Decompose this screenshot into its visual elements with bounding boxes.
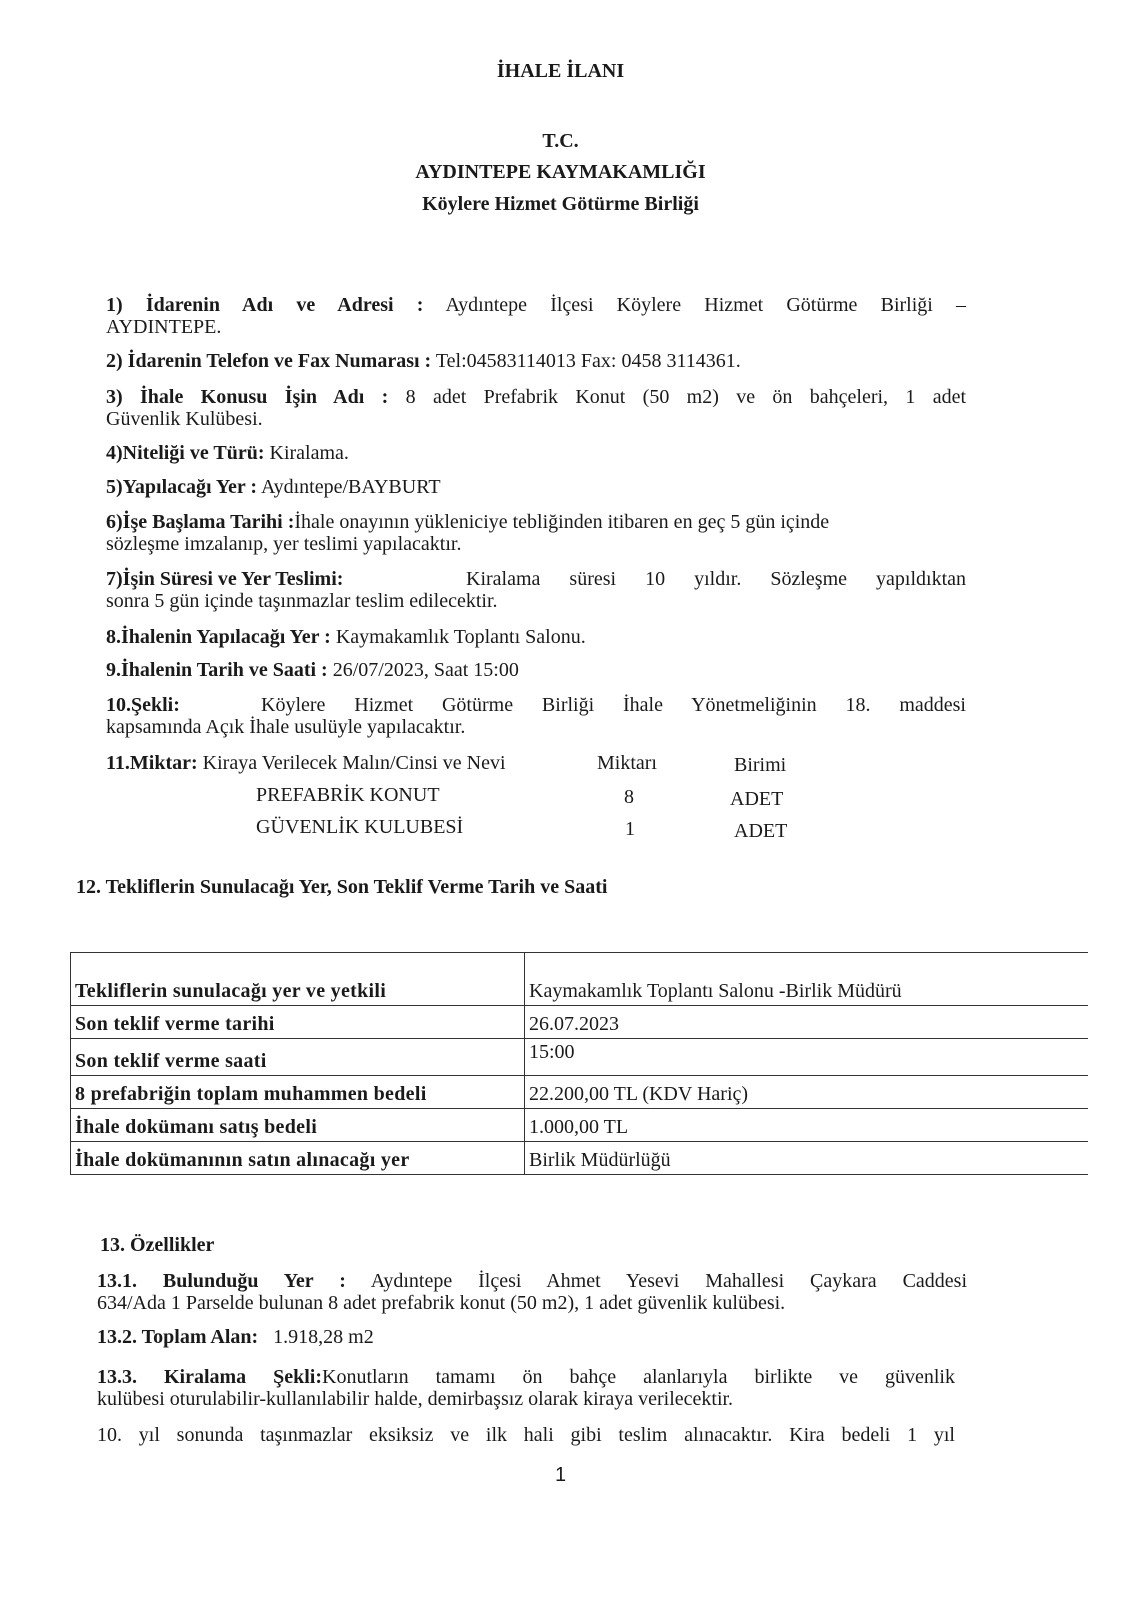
section-13-title: 13. Özellikler: [100, 1234, 215, 1256]
item-9-label: 9.İhalenin Tarih ve Saati :: [106, 659, 328, 681]
item-4-label: 4)Niteliği ve Türü:: [106, 442, 265, 464]
item-5-text: Aydıntepe/BAYBURT: [261, 476, 441, 498]
rental-unit: ADET: [730, 788, 784, 810]
item-13-2-text: 1.918,28 m2: [273, 1326, 374, 1348]
table-row: [71, 1039, 1089, 1076]
item-13-1-text-cont: 634/Ada 1 Parselde bulunan 8 adet prefabrik konut (50 m2), 1 adet güvenlik kulübesi.: [97, 1292, 786, 1314]
table-row: [71, 1006, 1089, 1039]
item-10-text-cont: kapsamında Açık İhale usulüyle yapılacaktır.: [106, 716, 466, 738]
item-1-text-cont: AYDINTEPE.: [106, 316, 222, 338]
item-13-3: [97, 1366, 955, 1410]
table-key: Son teklif verme tarihi: [71, 1006, 525, 1039]
item-13-1-label: 13.1. Bulunduğu Yer :: [97, 1270, 346, 1292]
qty-column-header: Miktarı: [597, 752, 657, 774]
rental-name: PREFABRİK KONUT: [256, 784, 440, 806]
item-11: [106, 752, 966, 774]
page-number: 1: [554, 1464, 567, 1486]
item-7-label: 7)İşin Süresi ve Yer Teslimi:: [106, 568, 344, 590]
rental-name: GÜVENLİK KULUBESİ: [256, 816, 464, 838]
item-13-3-text-cont: kulübesi oturulabilir-kullanılabilir halde, demirbaşsız olarak kiraya verilecektir.: [97, 1388, 734, 1410]
item-13-2-label: 13.2. Toplam Alan:: [97, 1326, 259, 1348]
item-13-1-text: Aydıntepe İlçesi Ahmet Yesevi Mahallesi Çaykara Caddesi: [370, 1270, 968, 1292]
item-6: [106, 511, 966, 555]
item-9-text: 26/07/2023, Saat 15:00: [332, 659, 519, 681]
rental-qty: 1: [625, 818, 635, 840]
table-value: 15:00: [525, 1039, 1089, 1076]
item-8-label: 8.İhalenin Yapılacağı Yer :: [106, 626, 331, 648]
item-5: [106, 476, 966, 498]
table-key: İhale dokümanı satış bedeli: [71, 1109, 525, 1142]
table-row: [71, 1142, 1089, 1175]
item-2-text: Tel:04583114013 Fax: 0458 3114361.: [435, 350, 741, 372]
table-key: Tekliflerin sunulacağı yer ve yetkili: [71, 953, 525, 1006]
table-value: 1.000,00 TL: [525, 1109, 1089, 1142]
item-4: [106, 442, 966, 464]
item-2: [106, 350, 966, 372]
section-12-title: 12. Tekliflerin Sunulacağı Yer, Son Teklif Verme Tarih ve Saati: [76, 876, 608, 898]
header-birlik: Köylere Hizmet Götürme Birliği: [422, 193, 699, 215]
item-11-label: 11.Miktar:: [106, 752, 198, 774]
item-10: [106, 694, 966, 738]
item-3-text: 8 adet Prefabrik Konut (50 m2) ve ön bahçeleri, 1 adet: [405, 386, 967, 408]
table-row: [71, 1076, 1089, 1109]
table-value: 26.07.2023: [525, 1006, 1089, 1039]
item-11-text: Kiraya Verilecek Malın/Cinsi ve Nevi: [202, 752, 506, 774]
table-row: [71, 1109, 1089, 1142]
item-10-text: Köylere Hizmet Götürme Birliği İhale Yönetmeliğinin 18. maddesi: [261, 694, 966, 716]
item-6-text-cont: sözleşme imzalanıp, yer teslimi yapılacaktır.: [106, 533, 462, 555]
item-13-3-text: Konutların tamamı ön bahçe alanlarıyla birlikte ve güvenlik: [322, 1366, 955, 1388]
rental-qty: 8: [624, 786, 634, 808]
item-13-3-label: 13.3. Kiralama Şekli:: [97, 1366, 323, 1388]
item-8: [106, 626, 966, 648]
item-2-label: 2) İdarenin Telefon ve Fax Numarası :: [106, 350, 432, 372]
item-8-text: Kaymakamlık Toplantı Salonu.: [335, 626, 586, 648]
item-3-text-cont: Güvenlik Kulübesi.: [106, 408, 263, 430]
item-13-last-text: 10. yıl sonunda taşınmazlar eksiksiz ve ilk hali gibi teslim alınacaktır. Kira bedeli 1 yıl: [97, 1424, 955, 1446]
table-value: Kaymakamlık Toplantı Salonu -Birlik Müdürü: [525, 953, 1089, 1006]
header-kaymakamlik: AYDINTEPE KAYMAKAMLIĞI: [415, 161, 706, 183]
item-13-last: [97, 1424, 955, 1446]
item-3: [106, 386, 966, 430]
item-3-label: 3) İhale Konusu İşin Adı :: [106, 386, 389, 408]
rental-unit: ADET: [734, 820, 788, 842]
item-4-text: Kiralama.: [269, 442, 349, 464]
table-value: 22.200,00 TL (KDV Hariç): [525, 1076, 1089, 1109]
item-13-2: [97, 1326, 957, 1348]
table-value: Birlik Müdürlüğü: [525, 1142, 1089, 1175]
item-6-label: 6)İşe Başlama Tarihi :: [106, 511, 295, 533]
header-tc: T.C.: [542, 130, 579, 152]
item-1-text: Aydıntepe İlçesi Köylere Hizmet Götürme Birliği –: [445, 294, 967, 316]
item-13-1: [97, 1270, 967, 1314]
bids-table: [70, 952, 1088, 1175]
item-6-text: İhale onayının yükleniciye tebliğinden itibaren en geç 5 gün içinde: [294, 511, 830, 533]
item-1: [106, 294, 966, 338]
item-10-label: 10.Şekli:: [106, 694, 180, 716]
item-7: [106, 568, 966, 612]
document-title: İHALE İLANI: [496, 60, 625, 82]
table-key: İhale dokümanının satın alınacağı yer: [71, 1142, 525, 1175]
table-key: 8 prefabriğin toplam muhammen bedeli: [71, 1076, 525, 1109]
item-5-label: 5)Yapılacağı Yer :: [106, 476, 258, 498]
table-row: [71, 953, 1089, 1006]
item-1-label: 1) İdarenin Adı ve Adresi :: [106, 294, 424, 316]
item-9: [106, 659, 966, 681]
unit-column-header: Birimi: [734, 754, 787, 776]
table-key: Son teklif verme saati: [71, 1039, 525, 1076]
item-7-text-cont: sonra 5 gün içinde taşınmazlar teslim edilecektir.: [106, 590, 498, 612]
item-7-text: Kiralama süresi 10 yıldır. Sözleşme yapıldıktan: [466, 568, 966, 590]
